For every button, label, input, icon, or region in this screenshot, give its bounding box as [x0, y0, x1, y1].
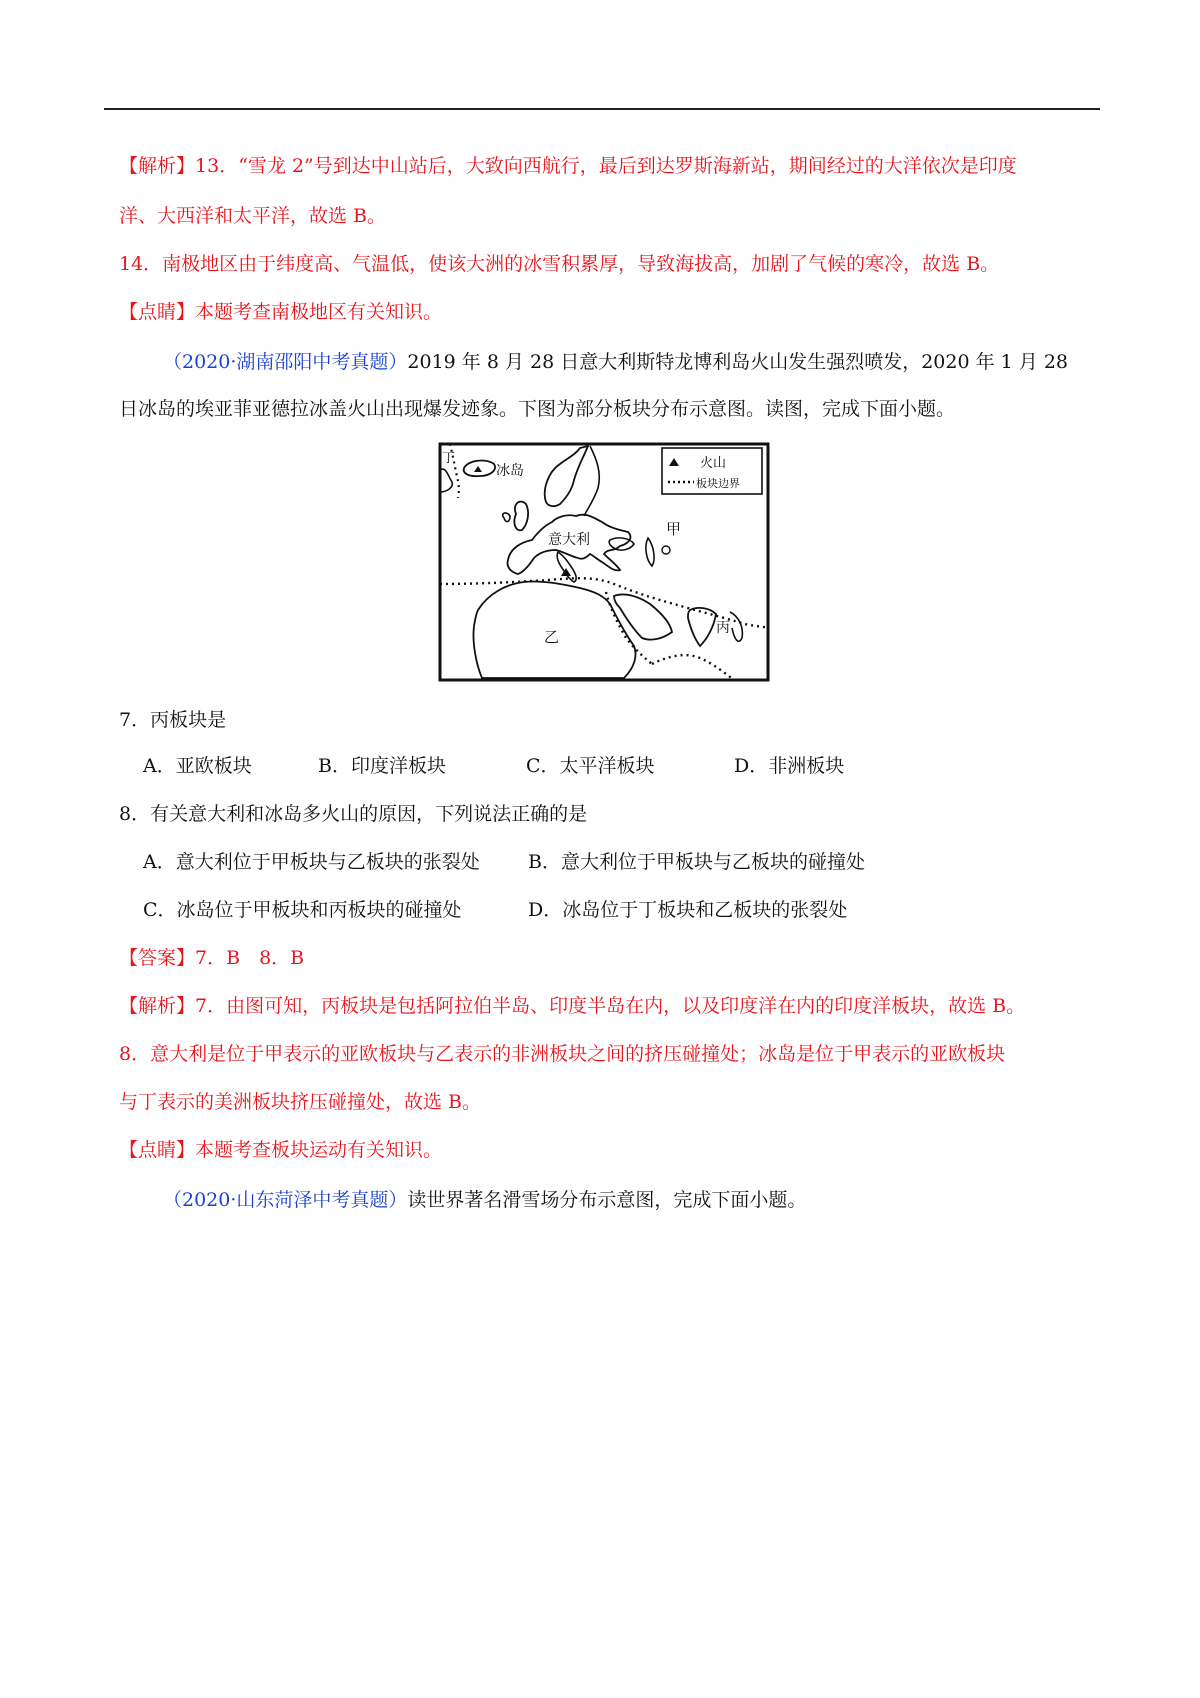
q7-options	[143, 753, 844, 779]
q7-option-b[interactable]: B．印度洋板块	[318, 755, 446, 777]
q8-option-c[interactable]: C．冰岛位于甲板块和丙板块的碰撞处	[143, 899, 462, 921]
label-italy: 意大利	[548, 532, 590, 548]
question-intro-line-1	[163, 349, 1068, 375]
label-iceland: 冰岛	[496, 463, 524, 479]
q8-option-a[interactable]: A．意大利位于甲板块与乙板块的张裂处	[143, 851, 480, 873]
comment2-line	[119, 1137, 442, 1163]
analysis-7-text: 7．由图可知，丙板块是包括阿拉伯半岛、印度半岛在内，以及印度洋在内的印度洋板块，故选 B。	[195, 995, 1026, 1017]
q8-options-row-1	[143, 849, 865, 875]
analysis-14-line: 14．南极地区由于纬度高、气温低，使该大洲的冰雪积累厚，导致海拔高，加剧了气候的寒冷，故选 B。	[119, 253, 1000, 275]
comment-line-1	[119, 299, 442, 325]
question-source: （2020·湖南邵阳中考真题）	[163, 351, 408, 373]
label-yi: 乙	[544, 628, 560, 646]
q7-option-a[interactable]: A．亚欧板块	[143, 755, 252, 777]
question-intro-text-1: 2019 年 8 月 28 日意大利斯特龙博利岛火山发生强烈喷发，2020 年 1 月 28	[407, 351, 1069, 373]
comment-tag: 【点睛】	[119, 301, 196, 323]
legend-boundary-label: 板块边界	[696, 477, 740, 490]
q8-stem: 8．有关意大利和冰岛多火山的原因，下列说法正确的是	[119, 803, 588, 825]
q8-option-b[interactable]: B．意大利位于甲板块与乙板块的碰撞处	[528, 851, 865, 873]
answer-text: 7．B 8．B	[195, 947, 305, 969]
label-jia: 甲	[666, 520, 682, 538]
analysis-13-line-1	[119, 153, 1017, 179]
next-question-line	[163, 1187, 806, 1213]
q8-option-d[interactable]: D．冰岛位于丁板块和乙板块的张裂处	[528, 899, 848, 921]
q8-options-row-2	[143, 897, 847, 923]
answer-line	[119, 945, 304, 971]
analysis-7-line	[119, 993, 1025, 1019]
analysis-tag: 【解析】	[119, 155, 196, 177]
comment-text: 本题考查南极地区有关知识。	[195, 301, 443, 323]
analysis2-tag: 【解析】	[119, 995, 196, 1017]
question-intro-line-2: 日冰岛的埃亚菲亚德拉冰盖火山出现爆发迹象。下图为部分板块分布示意图。读图，完成下面小题。	[119, 398, 956, 420]
comment2-tag: 【点睛】	[119, 1139, 196, 1161]
next-question-text: 读世界著名滑雪场分布示意图，完成下面小题。	[407, 1189, 807, 1211]
analysis-13-line-2: 洋、大西洋和太平洋，故选 B。	[119, 205, 387, 227]
next-question-source: （2020·山东菏泽中考真题）	[163, 1189, 408, 1211]
q7-stem: 7．丙板块是	[119, 709, 227, 731]
label-bing: 丙	[716, 620, 730, 636]
q7-option-d[interactable]: D．非洲板块	[734, 755, 845, 777]
header-rule	[104, 108, 1100, 110]
legend-volcano-label: 火山	[700, 456, 727, 471]
analysis-8-line-1: 8．意大利是位于甲表示的亚欧板块与乙表示的非洲板块之间的挤压碰撞处；冰岛是位于甲表示的亚欧板块	[119, 1043, 1006, 1065]
analysis-13-text: 13．“雪龙 2”号到达中山站后，大致向西航行，最后到达罗斯海新站，期间经过的大洋依次是印度	[195, 155, 1017, 177]
plate-map-figure	[438, 442, 770, 682]
analysis-8-line-2: 与丁表示的美洲板块挤压碰撞处，故选 B。	[119, 1091, 482, 1113]
q7-option-c[interactable]: C．太平洋板块	[526, 755, 655, 777]
comment2-text: 本题考查板块运动有关知识。	[195, 1139, 443, 1161]
answer-tag: 【答案】	[119, 947, 196, 969]
label-ding: 丁	[442, 451, 456, 466]
